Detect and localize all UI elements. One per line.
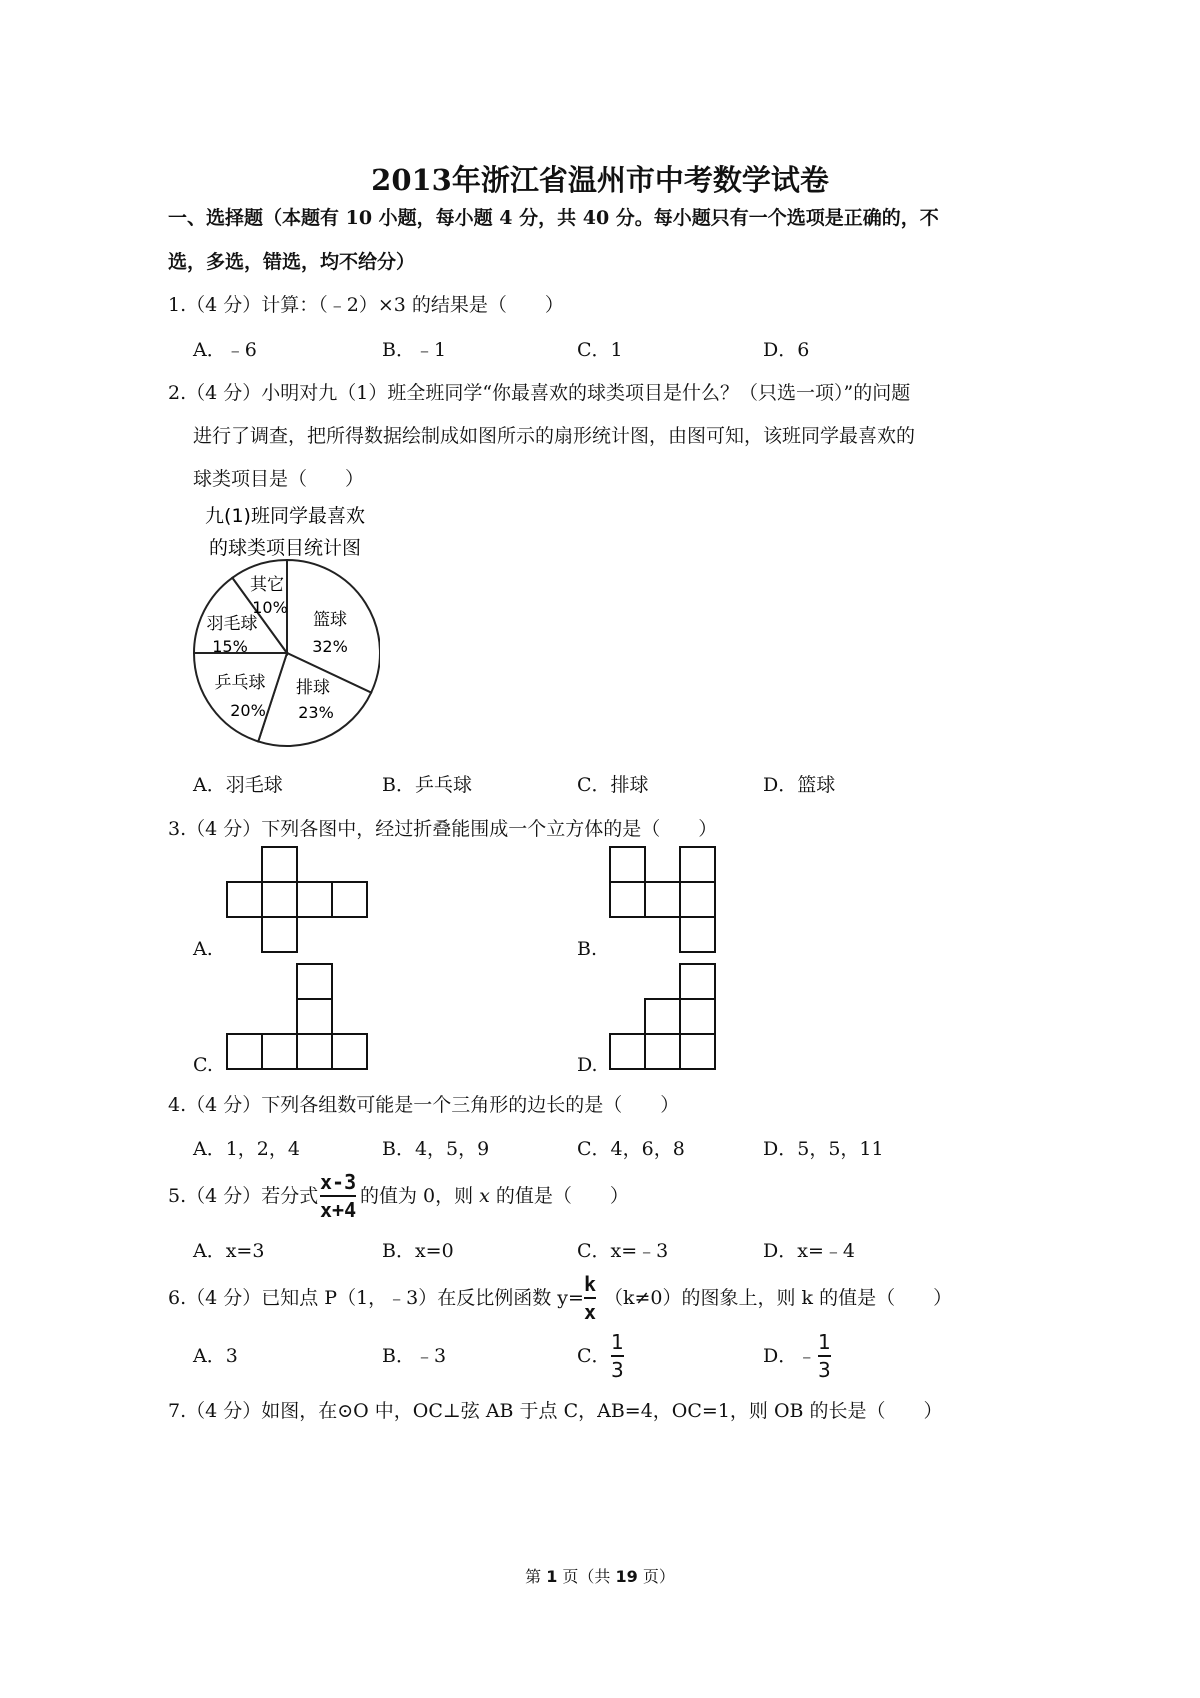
q3-label-d: D. [577, 1054, 598, 1076]
q1-option-c: C．1 [577, 339, 623, 361]
chart-title-line2: 的球类项目统计图 [208, 537, 362, 559]
q6d-denominator: 3 [818, 1358, 831, 1382]
net-c [227, 964, 367, 1069]
question-3-stem: 3.（4 分）下列各图中，经过折叠能围成一个立方体的是（ ） [168, 818, 718, 840]
q1-option-d: D．6 [763, 339, 810, 361]
slice-value-badminton: 15% [212, 637, 248, 656]
q2-option-c: C．排球 [577, 774, 649, 796]
question-2-stem-line3: 球类项目是（ ） [193, 468, 365, 490]
q4-option-d: D．5，5，11 [763, 1138, 884, 1160]
net-b [610, 847, 715, 952]
q5-fraction-denominator: x+4 [320, 1198, 357, 1222]
q4-option-a: A．1，2，4 [193, 1138, 300, 1160]
question-6-suffix: （k≠0）的图象上，则 k 的值是（ ） [604, 1287, 953, 1309]
page-footer: 第 1 页（共 19 页） [525, 1567, 675, 1586]
q6-fraction [584, 1272, 596, 1324]
q5-option-d: D．x=﹣4 [763, 1240, 855, 1262]
section-heading-line2: 选，多选，错选，均不给分） [168, 251, 416, 273]
q5-fraction-numerator: x-3 [320, 1170, 357, 1194]
slice-value-basketball: 32% [312, 637, 348, 656]
q1-option-b: B．﹣1 [382, 339, 447, 361]
q3-label-c: C. [193, 1054, 213, 1076]
q5-fraction [320, 1170, 356, 1222]
q6-option-c-fraction [611, 1330, 624, 1382]
slice-value-volleyball: 23% [298, 703, 334, 722]
q6d-numerator: 1 [818, 1330, 831, 1354]
slice-label-badminton: 羽毛球 [206, 614, 258, 634]
q6-option-d-fraction [818, 1330, 831, 1382]
q3-label-b: B. [577, 938, 598, 960]
q2-option-d: D．篮球 [763, 774, 836, 796]
q1-option-a: A．﹣6 [193, 339, 257, 361]
q6c-numerator: 1 [611, 1330, 624, 1354]
question-2-stem-line2: 进行了调查，把所得数据绘制成如图所示的扇形统计图，由图可知，该班同学最喜欢的 [193, 425, 916, 447]
question-4-stem: 4.（4 分）下列各组数可能是一个三角形的边长的是（ ） [168, 1094, 680, 1116]
slice-label-basketball: 篮球 [313, 610, 347, 630]
question-6-prefix: 6.（4 分）已知点 P（1，﹣3）在反比例函数 y= [168, 1287, 584, 1309]
slice-value-pingpong: 20% [230, 701, 266, 720]
section-heading-line1: 一、选择题（本题有 10 小题，每小题 4 分，共 40 分。每小题只有一个选项是正确的，不 [168, 207, 939, 229]
question-5-prefix: 5.（4 分）若分式 [168, 1185, 319, 1207]
page-title: 2013年浙江省温州市中考数学试卷 [371, 163, 829, 197]
slice-label-pingpong: 乒乓球 [214, 673, 266, 693]
q6-option-d: D．﹣ [763, 1345, 817, 1367]
cube-nets-figure [0, 840, 1200, 1080]
slice-label-other: 其它 [250, 575, 284, 595]
pie-chart [190, 500, 380, 760]
q2-option-a: A．羽毛球 [193, 774, 283, 796]
question-1-stem: 1.（4 分）计算：（﹣2）×3 的结果是（ ） [168, 294, 564, 316]
chart-title-line1: 九(1)班同学最喜欢 [205, 505, 365, 527]
q5-option-b: B．x=0 [382, 1240, 454, 1262]
q6-option-a: A．3 [193, 1345, 238, 1367]
slice-value-other: 10% [252, 598, 288, 617]
question-5-suffix: 的值为 0，则 x 的值是（ ） [360, 1185, 629, 1207]
net-d [610, 964, 715, 1069]
q4-option-c: C．4，6，8 [577, 1138, 685, 1160]
slice-label-volleyball: 排球 [296, 678, 330, 698]
q3-label-a: A. [193, 938, 213, 960]
q6-option-c: C． [577, 1345, 611, 1367]
q6-option-b: B．﹣3 [382, 1345, 447, 1367]
q4-option-b: B．4，5，9 [382, 1138, 490, 1160]
q5-option-c: C．x=﹣3 [577, 1240, 669, 1262]
question-7-stem: 7.（4 分）如图，在⊙O 中，OC⊥弦 AB 于点 C，AB=4，OC=1，则 OB 的长是（ ） [168, 1400, 943, 1422]
q6c-denominator: 3 [611, 1358, 624, 1382]
net-a [227, 847, 367, 952]
q2-option-b: B．乒乓球 [382, 774, 472, 796]
q6-fraction-denominator: x [584, 1300, 597, 1324]
question-2-stem-line1: 2.（4 分）小明对九（1）班全班同学“你最喜欢的球类项目是什么？（只选一项）”的问题 [168, 382, 911, 404]
q5-option-a: A．x=3 [193, 1240, 265, 1262]
q6-fraction-numerator: k [584, 1272, 597, 1296]
